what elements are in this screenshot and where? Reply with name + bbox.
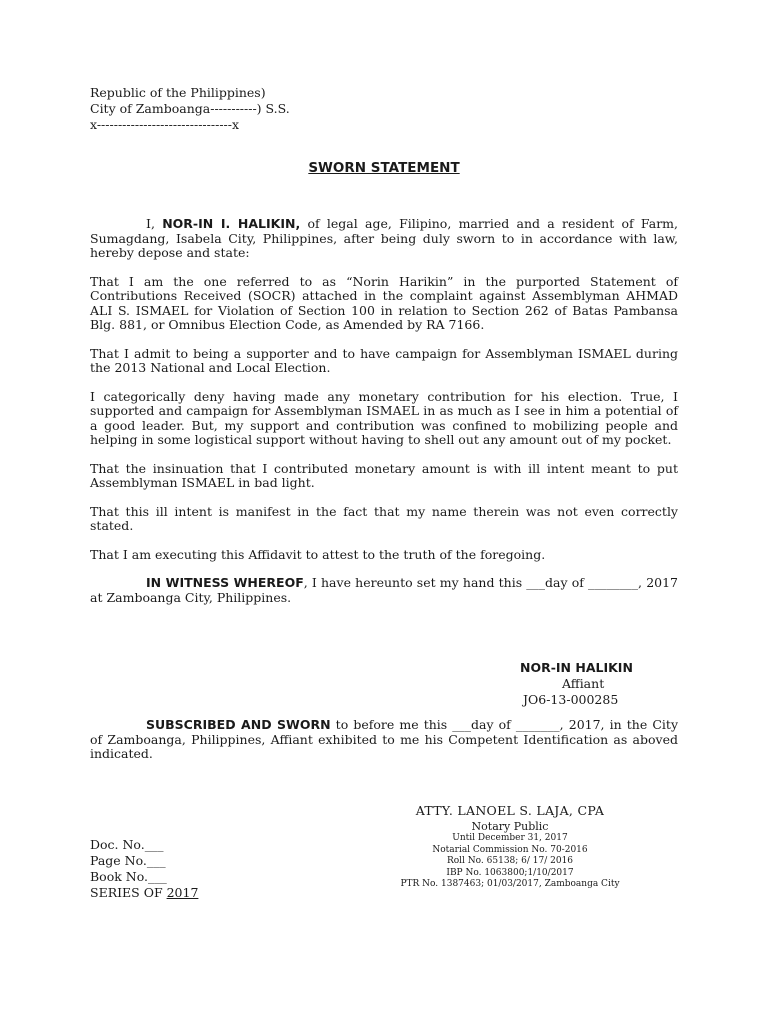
notary-title: Notary Public bbox=[471, 820, 549, 833]
notary-name: ATTY. LANOEL S. LAJA, CPA bbox=[415, 803, 605, 818]
affiant-role: Affiant bbox=[562, 676, 605, 691]
notary-roll: Roll No. 65138; 6/ 17/ 2016 bbox=[446, 856, 574, 866]
notary-ptr: PTR No. 1387463; 01/03/2017, Zamboanga City bbox=[400, 879, 620, 889]
witness-text: , I have hereunto set my hand this ___day of ________, 2017 at Zamboanga City, Philippines. bbox=[90, 575, 679, 605]
venue-caption bbox=[90, 85, 290, 133]
jurat-text: to before me this ___day of _______, 2017, in the City of Zamboanga, Philippines, Affiant exhibited to me his Competent Identification as aboved indicated. bbox=[90, 717, 679, 761]
paragraph-denial: I categorically deny having made any monetary contribution for his election. True, I supported and campaign for Assemblyman ISMAEL in as much as I see in him a potential of a good leader. But, my support and contribution was confined to mobilizing people and helping in some logistical support without having to shell out any amount out of my pocket. bbox=[90, 388, 678, 447]
series-year: 2017 bbox=[166, 885, 199, 900]
docket-block bbox=[90, 837, 198, 901]
affiant-name: NOR-IN HALIKIN bbox=[520, 660, 633, 675]
series-label: SERIES OF bbox=[90, 885, 167, 900]
caption-republic: Republic of the Philippines) bbox=[90, 85, 266, 100]
notary-block bbox=[380, 803, 640, 891]
affiant-id-number: JO6-13-000285 bbox=[523, 692, 619, 707]
caption-divider: x--------------------------------x bbox=[90, 117, 240, 132]
paragraph-identity: That I am the one referred to as “Norin Harikin” in the purported Statement of Contributions Received (SOCR) attached in the complaint against Assemblyman AHMAD ALI S. ISMAEL for Violation of Section 100 in relation to Section 262 of Batas Pambansa Blg. 881, or Omnibus Election Code, as Amended by RA 7166. bbox=[90, 273, 678, 332]
notary-ibp: IBP No. 1063800;1/10/2017 bbox=[446, 867, 574, 878]
affiant-name-bold: NOR-IN I. HALIKIN, bbox=[162, 216, 301, 231]
book-number: Book No.___ bbox=[90, 869, 167, 884]
paragraph-ill-intent: That this ill intent is manifest in the fact that my name therein was not even correctly stated. bbox=[90, 503, 678, 533]
doc-number: Doc. No.___ bbox=[90, 837, 164, 852]
jurat-block bbox=[90, 718, 678, 776]
paragraph-witness bbox=[90, 576, 678, 605]
page-number: Page No.___ bbox=[90, 853, 166, 868]
series-line bbox=[90, 885, 198, 901]
paragraph-insinuation: That the insinuation that I contributed monetary amount is with ill intent meant to put Assemblyman ISMAEL in bad light. bbox=[90, 460, 678, 490]
document-title bbox=[0, 160, 768, 176]
jurat-bold: SUBSCRIBED AND SWORN bbox=[146, 717, 331, 732]
paragraph-affiant-intro bbox=[90, 217, 678, 261]
witness-bold: IN WITNESS WHEREOF bbox=[146, 575, 304, 590]
caption-city: City of Zamboanga-----------) S.S. bbox=[90, 101, 290, 116]
statement-body bbox=[90, 217, 678, 619]
intro-text: of legal age, Filipino, married and a resident of Farm, Sumagdang, Isabela City, Philippines, after being duly sworn to in accordance with law, hereby depose and state: bbox=[90, 216, 679, 260]
notary-commission: Notarial Commission No. 70-2016 bbox=[432, 844, 588, 855]
document-title-text: SWORN STATEMENT bbox=[308, 160, 460, 176]
paragraph-purpose: That I am executing this Affidavit to attest to the truth of the foregoing. bbox=[90, 546, 546, 562]
affiant-signature-block bbox=[520, 660, 633, 708]
jurat-paragraph bbox=[90, 718, 678, 762]
intro-prefix: I, bbox=[146, 216, 163, 231]
notary-until: Until December 31, 2017 bbox=[452, 833, 568, 843]
paragraph-supporter: That I admit to being a supporter and to have campaign for Assemblyman ISMAEL during the 2013 National and Local Election. bbox=[90, 345, 678, 375]
